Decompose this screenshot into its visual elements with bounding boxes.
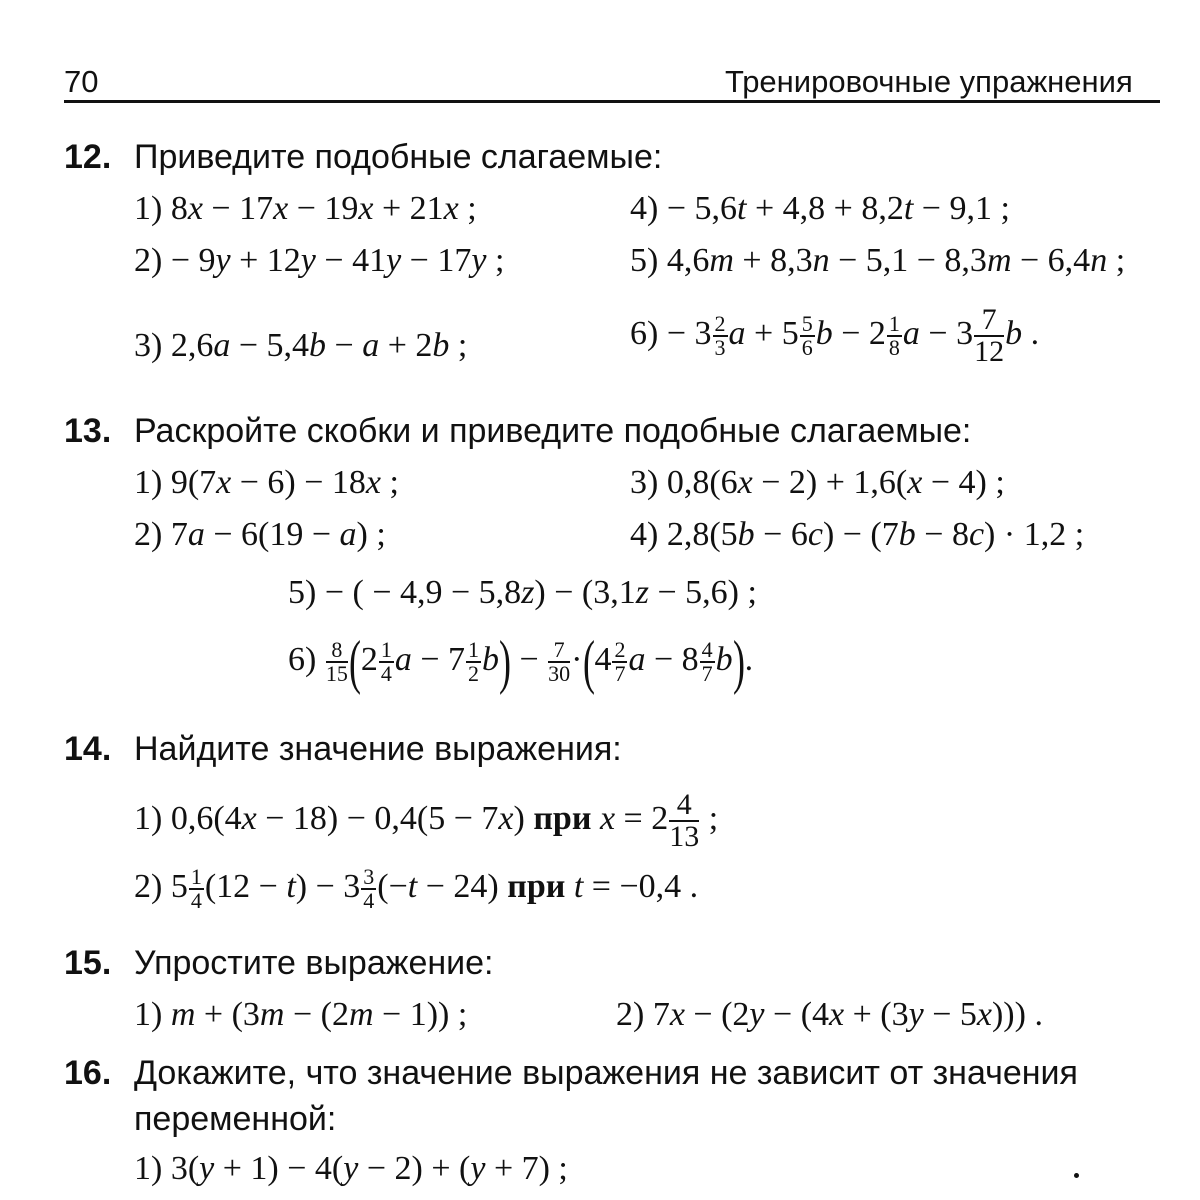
problem-15-title: Упростите выражение: bbox=[134, 944, 494, 982]
p15-item-2: 2) 7x − (2y − (4x + (3y − 5x))) . bbox=[616, 996, 1043, 1033]
p12-item-6: 6) − 3 $\frac{2}{3}$ a + 5 $\frac{5}{6}$ b − 2 $\frac{1}{8}$ a − 3 $\frac{7}{12}$ b . bbox=[630, 303, 1040, 368]
problem-16-number: 16. bbox=[64, 1054, 112, 1092]
p13-item-1: 1) 9(7x − 6) − 18x ; bbox=[134, 464, 399, 501]
problem-15-number: 15. bbox=[64, 944, 112, 982]
p13-item-4: 4) 2,8(5b − 6c) − (7b − 8c) · 1,2 ; bbox=[630, 516, 1085, 553]
problem-13-number: 13. bbox=[64, 412, 112, 450]
p12-item-5: 5) 4,6m + 8,3n − 5,1 − 8,3m − 6,4n ; bbox=[630, 242, 1126, 279]
p13-item-5: 5) − ( − 4,9 − 5,8z) − (3,1z − 5,6) ; bbox=[288, 574, 757, 611]
header-rule bbox=[64, 100, 1160, 103]
p14-item-2: 2) 5 $\frac{1}{4}$ (12 − t) − 3 $\frac{3}{4}$ (−t − 24) при t = −0,4 . bbox=[134, 864, 699, 913]
problem-12-number: 12. bbox=[64, 138, 112, 176]
p13-item-6: 6) $\frac{8}{15}$ (2 $\frac{1}{4}$ a − 7 $\frac{1}{2}$ b) − $\frac{7}{30}$ ·(4 $\frac{2}{7}$ a − 8 $\frac{4}{7}$ b). bbox=[288, 629, 754, 695]
stray-mark bbox=[1074, 1173, 1079, 1178]
problem-14-title: Найдите значение выражения: bbox=[134, 730, 622, 768]
p13-item-3: 3) 0,8(6x − 2) + 1,6(x − 4) ; bbox=[630, 464, 1005, 501]
p12-item-3: 3) 2,6a − 5,4b − a + 2b ; bbox=[134, 327, 468, 364]
p16-item-1: 1) 3(y + 1) − 4(y − 2) + (y + 7) ; bbox=[134, 1150, 568, 1187]
p12-item-1: 1) 8x − 17x − 19x + 21x ; bbox=[134, 190, 477, 227]
p12-item-4: 4) − 5,6t + 4,8 + 8,2t − 9,1 ; bbox=[630, 190, 1010, 227]
p15-item-1: 1) m + (3m − (2m − 1)) ; bbox=[134, 996, 468, 1033]
problem-12-title: Приведите подобные слагаемые: bbox=[134, 138, 663, 176]
problem-13-title: Раскройте скобки и приведите подобные слагаемые: bbox=[134, 412, 972, 450]
p14-item-1: 1) 0,6(4x − 18) − 0,4(5 − 7x) при x = 2 $\frac{4}{13}$ ; bbox=[134, 788, 719, 853]
p13-item-2: 2) 7a − 6(19 − a) ; bbox=[134, 516, 386, 553]
problem-16-title-line1: Докажите, что значение выражения не зависит от значения bbox=[134, 1054, 1078, 1092]
p12-item-2: 2) − 9y + 12y − 41y − 17y ; bbox=[134, 242, 505, 279]
section-title: Тренировочные упражнения bbox=[725, 64, 1133, 99]
problem-16-title-line2: переменной: bbox=[134, 1100, 337, 1138]
problem-14-number: 14. bbox=[64, 730, 112, 768]
page-number: 70 bbox=[64, 64, 99, 99]
